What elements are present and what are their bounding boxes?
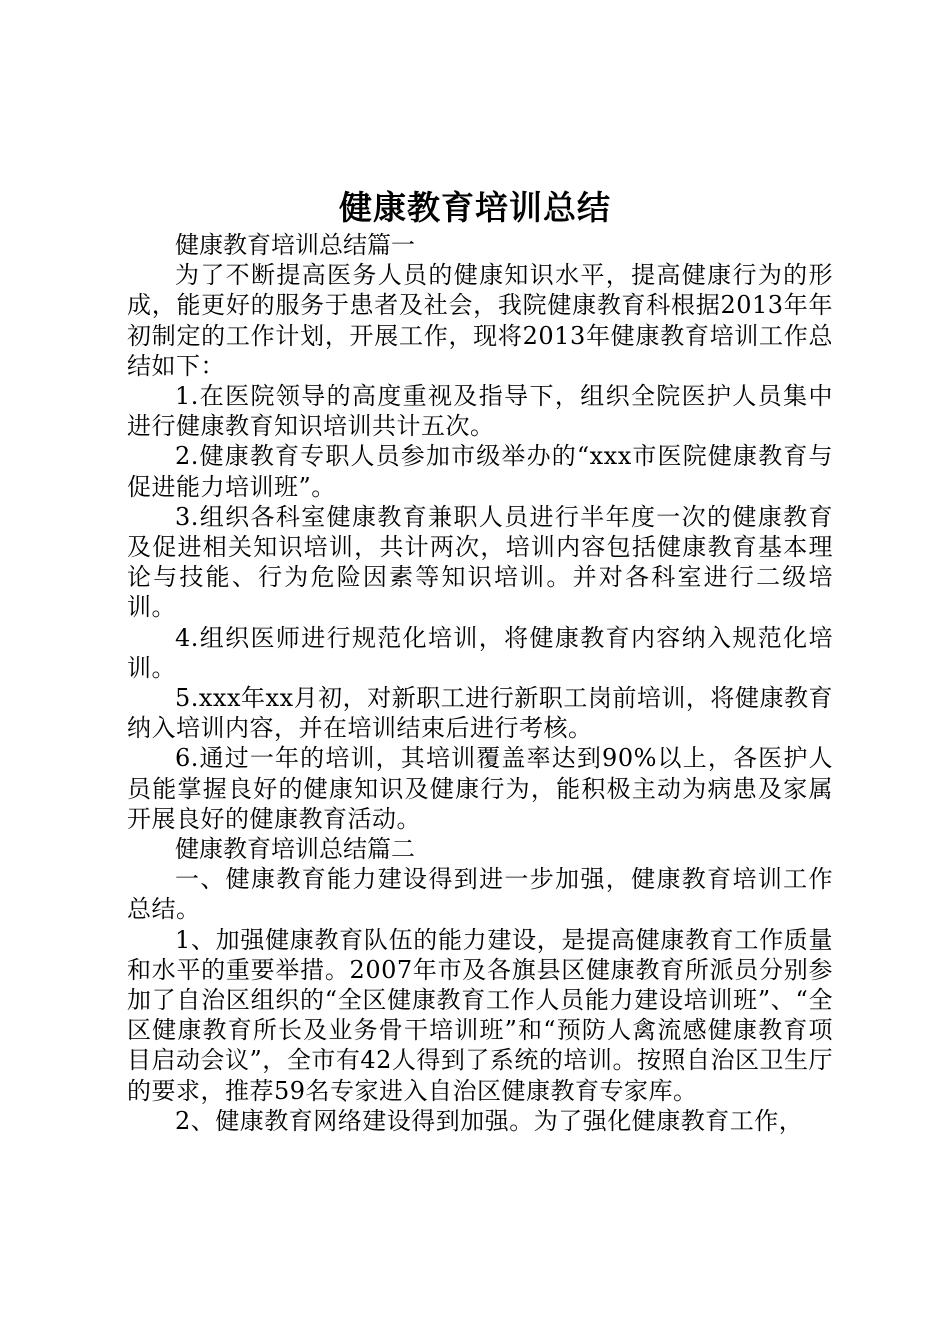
item-paragraph-6: 6.通过一年的培训，其培训覆盖率达到90%以上，各医护人员能掌握良好的健康知识及健康行为，能积极主动为病患及家属开展良好的健康教育活动。 (127, 744, 833, 833)
body-paragraph-network: 2、健康教育网络建设得到加强。为了强化健康教育工作， (175, 1106, 804, 1135)
item-paragraph-5: 5.xxx年xx月初，对新职工进行新职工岗前培训，将健康教育纳入培训内容，并在培训结束后进行考核。 (127, 684, 833, 743)
subsection-heading-1: 一、健康教育能力建设得到进一步加强，健康教育培训工作总结。 (127, 865, 833, 924)
section-heading-part-2: 健康教育培训总结篇二 (175, 835, 415, 864)
item-paragraph-3: 3.组织各科室健康教育兼职人员进行半年度一次的健康教育及促进相关知识培训，共计两次，培训内容包括健康教育基本理论与技能、行为危险因素等知识培训。并对各科室进行二级培训。 (127, 502, 833, 622)
item-paragraph-2: 2.健康教育专职人员参加市级举办的“xxx市医院健康教育与促进能力培训班”。 (127, 442, 833, 501)
section-heading-part-1: 健康教育培训总结篇一 (175, 231, 415, 259)
item-paragraph-1: 1.在医院领导的高度重视及指导下，组织全院医护人员集中进行健康教育知识培训共计五次。 (127, 382, 833, 441)
intro-paragraph: 为了不断提高医务人员的健康知识水平，提高健康行为的形成，能更好的服务于患者及社会，我院健康教育科根据2013年年初制定的工作计划，开展工作，现将2013年健康教育培训工作总结如下： (127, 261, 833, 380)
body-paragraph-capacity: 1、加强健康教育队伍的能力建设，是提高健康教育工作质量和水平的重要举措。2007年市及各旗县区健康教育所派员分别参加了自治区组织的“全区健康教育工作人员能力建设培训班”、“全区健康教育所长及业务骨干培训班”和“预防人禽流感健康教育项目启动会议”，全市有42人得到了系统的培训。按照自治区卫生厅的要求，推荐59名专家进入自治区健康教育专家库。 (127, 925, 833, 1105)
document-body (127, 230, 833, 1136)
item-paragraph-4: 4.组织医师进行规范化培训，将健康教育内容纳入规范化培训。 (127, 623, 833, 682)
document-title: 健康教育培训总结 (339, 188, 611, 227)
